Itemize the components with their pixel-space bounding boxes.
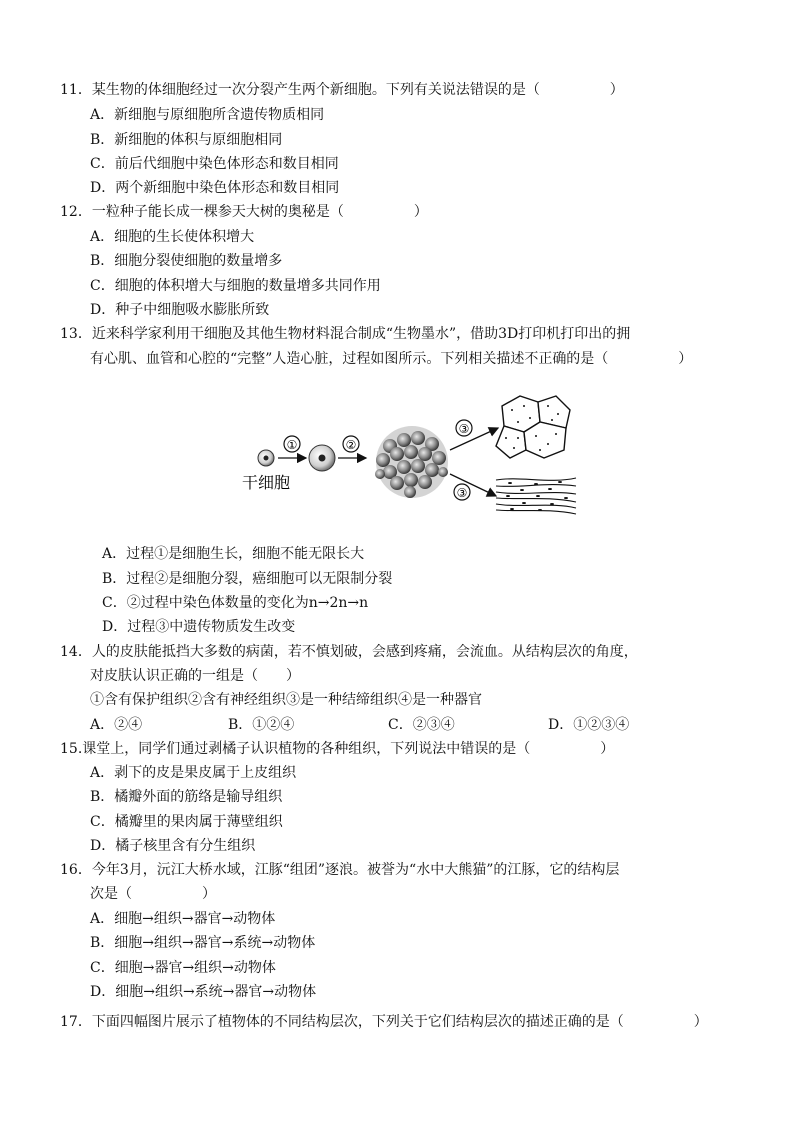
q14-stem-line2: 对皮肤认识正确的一组是（ ） bbox=[90, 668, 300, 684]
stem-cell-label: 干细胞 bbox=[241, 473, 291, 492]
muscle-fiber-icon bbox=[496, 478, 576, 514]
q14-statements: ①含有保护组织②含有神经组织③是一种结缔组织④是一种器官 bbox=[90, 692, 482, 708]
q13-option-d: D．过程③中遗传物质发生改变 bbox=[102, 619, 296, 635]
q16-stem-line1: 16．今年3月，沅江大桥水域，江豚“组团”逐浪。被誉为“水中大熊猫”的江豚，它的结构层 bbox=[60, 862, 620, 878]
q12-option-a: A．细胞的生长使体积增大 bbox=[90, 229, 255, 245]
grown-cell-icon bbox=[309, 445, 335, 471]
q11-option-b: B．新细胞的体积与原细胞相同 bbox=[90, 132, 283, 148]
q16-option-b: B．细胞→组织→器官→系统→动物体 bbox=[90, 935, 316, 951]
step2-label: ② bbox=[345, 438, 357, 452]
q16-option-a: A．细胞→组织→器官→动物体 bbox=[90, 911, 276, 927]
q11-option-a: A．新细胞与原细胞所含遗传物质相同 bbox=[90, 107, 325, 123]
q13-option-b: B．过程②是细胞分裂，癌细胞可以无限制分裂 bbox=[102, 571, 393, 587]
q13-stem-line2: 有心肌、血管和心腔的“完整”人造心脏，过程如图所示。下列相关描述不正确的是（ ） bbox=[90, 351, 693, 367]
q14-option-d: D．①②③④ bbox=[548, 717, 630, 733]
q17-stem: 17．下面四幅图片展示了植物体的不同结构层次，下列关于它们结构层次的描述正确的是（ ） bbox=[60, 1014, 708, 1030]
q12-option-b: B．细胞分裂使细胞的数量增多 bbox=[90, 253, 283, 269]
step3b-label: ③ bbox=[456, 486, 468, 500]
q16-option-c: C．细胞→器官→组织→动物体 bbox=[90, 960, 276, 976]
q12-stem: 12．一粒种子能长成一棵参天大树的奥秘是（ ） bbox=[60, 204, 428, 220]
q13-figure bbox=[240, 388, 580, 528]
q15-option-c: C．橘瓣里的果肉属于薄壁组织 bbox=[90, 814, 283, 830]
q11-option-c: C．前后代细胞中染色体形态和数目相同 bbox=[90, 156, 339, 172]
q16-stem-line2: 次是（ ） bbox=[90, 886, 216, 902]
q15-option-b: B．橘瓣外面的筋络是输导组织 bbox=[90, 789, 283, 805]
cell-cluster-icon bbox=[375, 426, 448, 498]
q14-option-c: C．②③④ bbox=[388, 717, 455, 733]
q14-stem-line1: 14．人的皮肤能抵挡大多数的病菌，若不慎划破，会感到疼痛，会流血。从结构层次的角度， bbox=[60, 644, 638, 660]
step1-label: ① bbox=[286, 438, 298, 452]
q11-option-d: D．两个新细胞中染色体形态和数目相同 bbox=[90, 180, 340, 196]
q15-option-d: D．橘子核里含有分生组织 bbox=[90, 838, 256, 854]
q12-option-d: D．种子中细胞吸水膨胀所致 bbox=[90, 302, 270, 318]
q13-option-c: C．②过程中染色体数量的变化为n→2n→n bbox=[102, 595, 369, 611]
q14-option-b: B．①②④ bbox=[228, 717, 295, 733]
stem-cell-icon bbox=[258, 450, 274, 466]
q14-option-a: A．②④ bbox=[90, 717, 143, 733]
q13-stem-line1: 13．近来科学家利用干细胞及其他生物材料混合制成“生物墨水”，借助3D打印机打印出的拥 bbox=[60, 326, 631, 342]
q11-stem: 11．某生物的体细胞经过一次分裂产生两个新细胞。下列有关说法错误的是（ ） bbox=[60, 82, 624, 98]
q15-option-a: A．剥下的皮是果皮属于上皮组织 bbox=[90, 765, 297, 781]
q16-option-d: D．细胞→组织→系统→器官→动物体 bbox=[90, 984, 317, 1000]
q15-stem: 15.课堂上，同学们通过剥橘子认识植物的各种组织，下列说法中错误的是（ ） bbox=[60, 741, 615, 757]
step3a-label: ③ bbox=[458, 422, 470, 436]
polygonal-cells-icon bbox=[496, 396, 570, 458]
q12-option-c: C．细胞的体积增大与细胞的数量增多共同作用 bbox=[90, 278, 381, 294]
q13-option-a: A．过程①是细胞生长，细胞不能无限长大 bbox=[102, 546, 365, 562]
